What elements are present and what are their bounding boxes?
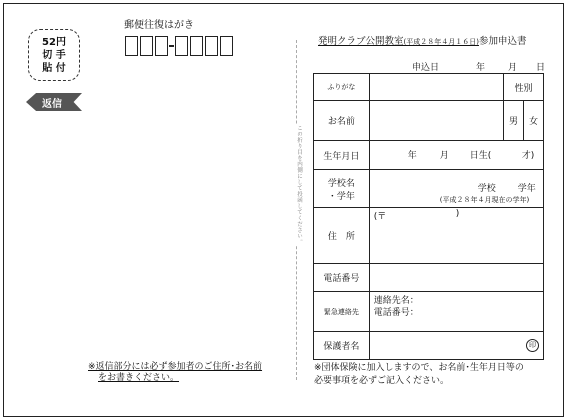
seal-mark: 印 (526, 339, 539, 352)
postal-dash (169, 45, 174, 46)
furigana-field[interactable] (369, 74, 503, 101)
school-label (314, 170, 370, 208)
birth-month: 月 (439, 151, 449, 161)
stamp-label-2: 貼 付 (42, 62, 66, 74)
school-label-line-2: ・学年 (327, 191, 355, 202)
gender-label: 性別 (504, 74, 544, 101)
stamp-price: 52円 (42, 36, 66, 48)
birth-age: 才) (521, 151, 535, 161)
school-field[interactable] (369, 170, 543, 208)
guardian-field[interactable] (369, 332, 543, 360)
postal-digit-box[interactable] (190, 36, 203, 56)
postal-mark-close: ) (455, 209, 460, 219)
postal-digit-box[interactable] (175, 36, 188, 56)
stamp-box (28, 29, 80, 81)
furigana-label: ふりがな (314, 74, 370, 101)
address-label: 住 所 (314, 208, 370, 264)
emergency-field[interactable] (369, 292, 543, 332)
gender-female[interactable]: 女 (524, 101, 544, 141)
row-furigana (314, 74, 544, 101)
birth-day: 日生( (469, 151, 492, 161)
postal-digit-box[interactable] (140, 36, 153, 56)
fold-instruction: この折り目を内側にして投函してください。 (289, 125, 303, 245)
postal-code-boxes (125, 35, 235, 57)
footer-note (314, 362, 524, 388)
row-address (314, 208, 544, 264)
postal-digit-box[interactable] (220, 36, 233, 56)
guardian-label: 保護者名 (314, 332, 370, 360)
form-title-main: 発明クラブ公開教室 (318, 36, 404, 47)
row-guardian (314, 332, 544, 360)
birth-year: 年 (407, 151, 417, 161)
birth-field[interactable] (369, 141, 543, 170)
left-note-line-1: ※返信部分には必ず参加者のご住所･お名前 (88, 362, 263, 372)
contact-name-label: 連絡先名： (373, 296, 419, 306)
postal-digit-box[interactable] (205, 36, 218, 56)
apply-date-year: 年 (476, 63, 486, 73)
apply-date-month: 月 (508, 63, 518, 73)
school-label-line-1: 学校名 (327, 178, 355, 189)
apply-date-day: 日 (536, 63, 546, 73)
row-school (314, 170, 544, 208)
name-label: お名前 (314, 101, 370, 141)
reply-tag (26, 93, 82, 111)
grade-word: 学年 (517, 183, 536, 194)
phone-label: 電話番号 (314, 264, 370, 292)
apply-date-label: 申込日 (412, 63, 440, 73)
emergency-label: 緊急連絡先 (314, 292, 370, 332)
address-field[interactable] (369, 208, 543, 264)
birth-label: 生年月日 (314, 141, 370, 170)
postal-label: 郵便往復はがき (124, 20, 194, 31)
form-title-date: (平成２８年４月１６日) (403, 38, 479, 46)
phone-field[interactable] (369, 264, 543, 292)
left-note-line-2: をお書きください。 (98, 373, 180, 383)
form-title-suffix: 参加申込書 (478, 36, 527, 47)
row-birth (314, 141, 544, 170)
reply-label: 返信 (42, 99, 62, 110)
footer-note-line-1: ※団体保険に加入しますので、お名前･生年月日等の (314, 363, 524, 373)
postal-digit-box[interactable] (125, 36, 138, 56)
form-title (318, 33, 527, 47)
school-note: (平成２８年４月現在の学年) (439, 195, 530, 204)
row-name (314, 101, 544, 141)
footer-note-line-2: 必要事項を必ずご記入ください。 (314, 376, 450, 386)
row-emergency (314, 292, 544, 332)
left-note (88, 362, 262, 384)
gender-male[interactable]: 男 (504, 101, 524, 141)
postal-mark-open: (〒 (373, 212, 387, 222)
postal-digit-box[interactable] (155, 36, 168, 56)
stamp-label-1: 切 手 (42, 49, 66, 61)
application-form (313, 73, 544, 360)
row-phone (314, 264, 544, 292)
name-field[interactable] (369, 101, 503, 141)
contact-phone-label: 電話番号： (373, 308, 419, 318)
school-word: 学校 (477, 183, 496, 194)
